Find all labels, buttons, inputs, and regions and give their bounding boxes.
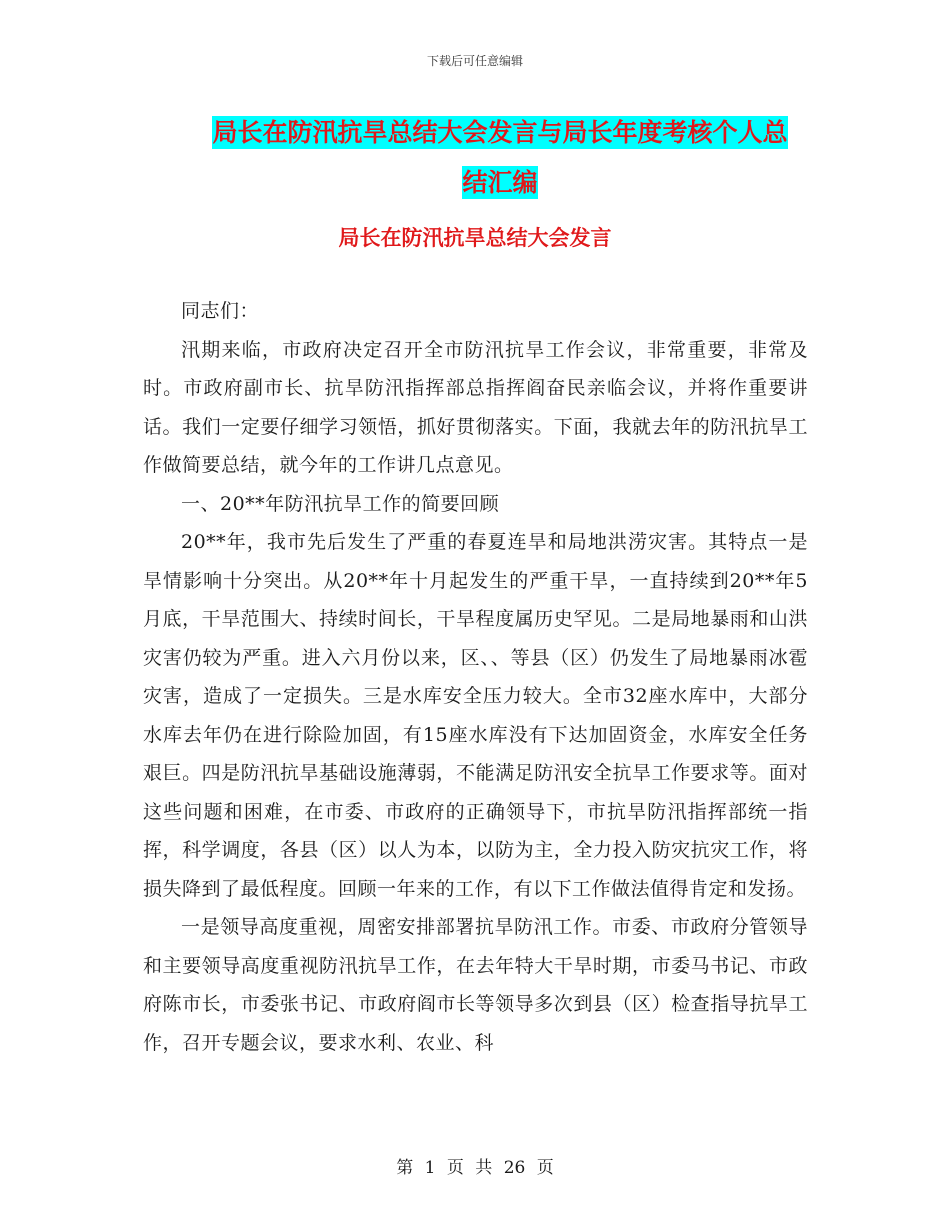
header-note: 下载后可任意编辑 (426, 54, 523, 68)
document-body (143, 292, 808, 1062)
main-title-line-1: 局长在防汛抗旱总结大会发言与局长年度考核个人总 (212, 118, 788, 147)
paragraph-salutation: 同志们： (181, 300, 260, 322)
section-title: 局长在防汛抗旱总结大会发言 (338, 226, 612, 250)
paragraph-heading-review: 一、20**年防汛抗旱工作的简要回顾 (181, 492, 500, 515)
page-footer: 第 1 页 共 26 页 (396, 1158, 554, 1178)
paragraph-leadership: 一是领导高度重视，周密安排部署抗旱防汛工作。市委、市政府分管领导和主要领导高度重视防汛抗旱工作，在去年特大干旱时期，市委马书记、市政府陈市长，市委张书记、市政府阎市长等领导多次到县（区）检查指导抗旱工作，召开专题会议，要求水利、农业、科 (143, 916, 808, 1054)
paragraph-review-summary: 20**年，我市先后发生了严重的春夏连旱和局地洪涝灾害。其特点一是旱情影响十分突出。从20**年十月起发生的严重干旱，一直持续到20**年5月底，干旱范围大、持续时间长，干旱程度属历史罕见。二是局地暴雨和山洪灾害仍较为严重。进入六月份以来，区、、等县（区）仍发生了局地暴雨冰雹灾害，造成了一定损失。三是水库安全压力较大。全市32座水库中，大部分水库去年仍在进行除险加固，有15座水库没有下达加固资金，水库安全任务艰巨。四是防汛抗旱基础设施薄弱，不能满足防汛安全抗旱工作要求等。面对这些问题和困难，在市委、市政府的正确领导下，市抗旱防汛指挥部统一指挥，科学调度，各县（区）以人为本，以防为主，全力投入防灾抗灾工作，将损失降到了最低程度。回顾一年来的工作，有以下工作做法值得肯定和发扬。 (143, 531, 808, 900)
document-main-title (190, 108, 810, 208)
main-title-line-2: 结汇编 (462, 168, 538, 197)
paragraph-intro: 汛期来临，市政府决定召开全市防汛抗旱工作会议，非常重要，非常及时。市政府副市长、抗旱防汛指挥部总指挥阎奋民亲临会议，并将作重要讲话。我们一定要仔细学习领悟，抓好贯彻落实。下面，我就去年的防汛抗旱工作做简要总结，就今年的工作讲几点意见。 (143, 338, 808, 476)
